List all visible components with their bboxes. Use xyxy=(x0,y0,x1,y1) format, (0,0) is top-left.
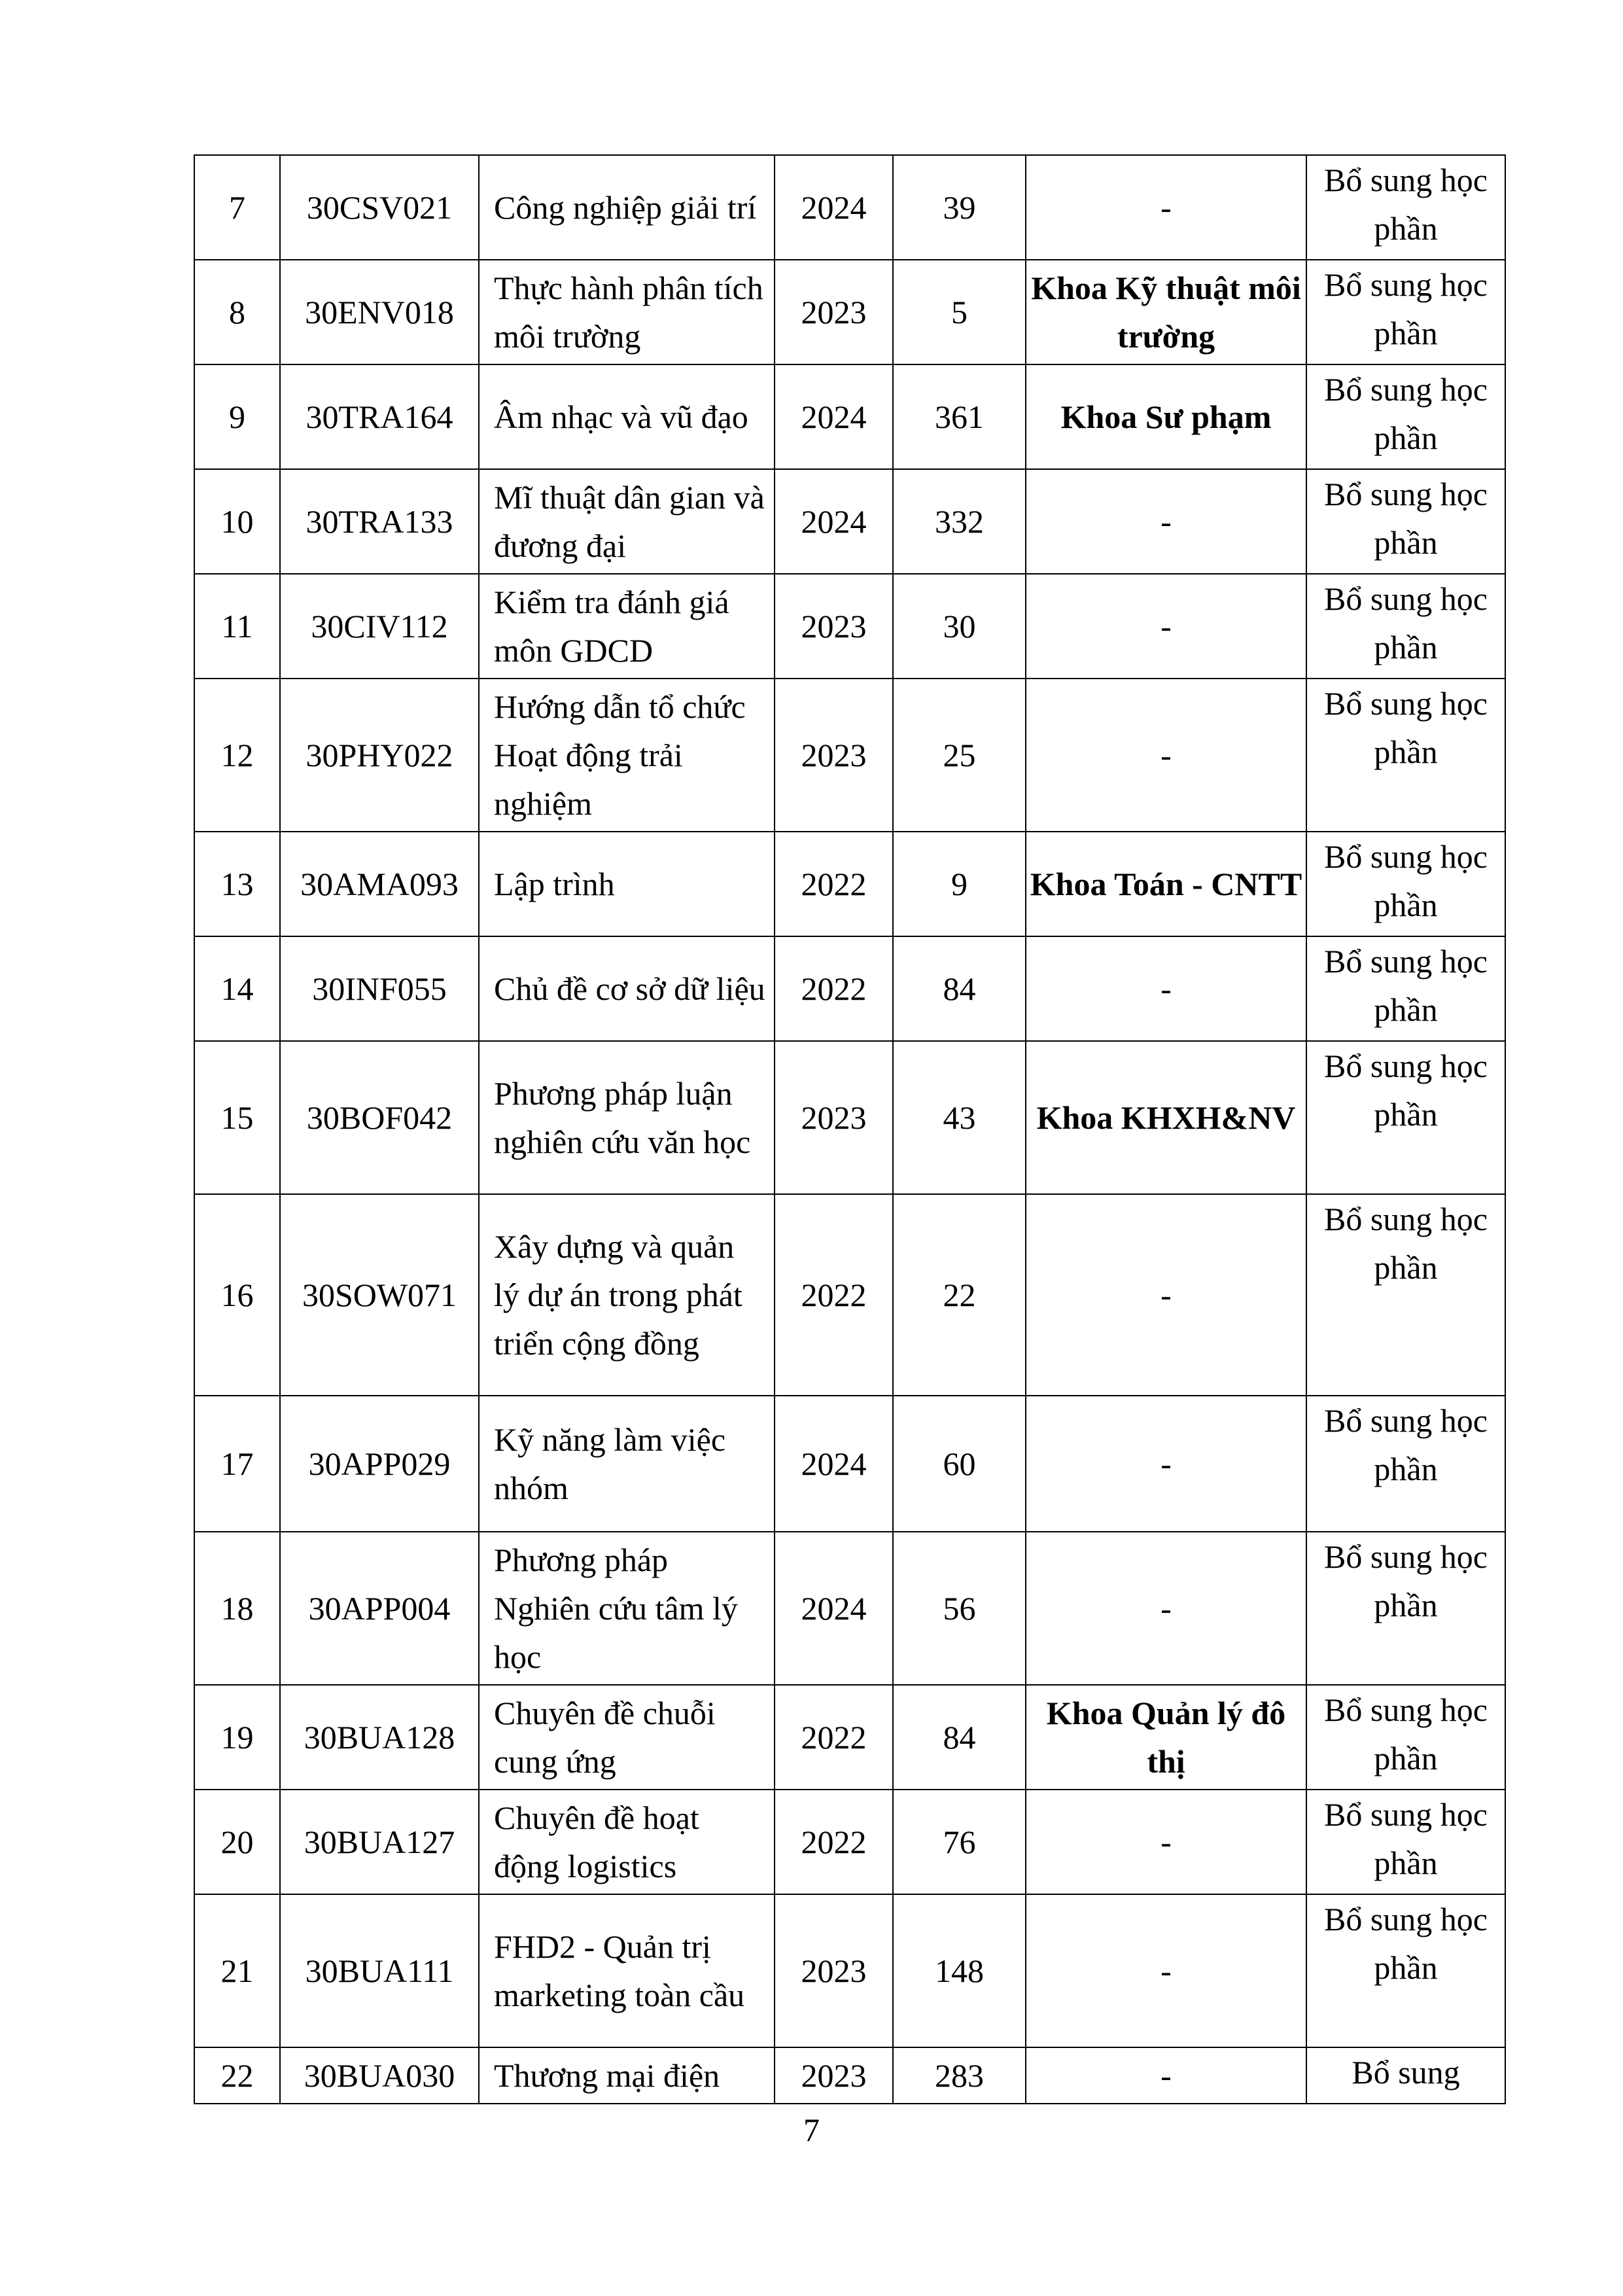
row-code: 30ENV018 xyxy=(280,260,479,364)
row-year: 2023 xyxy=(775,1894,893,2047)
row-note: Bổ sung học phần xyxy=(1306,364,1505,469)
row-count: 30 xyxy=(893,574,1026,679)
row-note: Bổ sung học phần xyxy=(1306,1532,1505,1685)
row-note: Bổ sung học phần xyxy=(1306,155,1505,260)
row-year: 2023 xyxy=(775,679,893,832)
row-course-name: Thực hành phân tích môi trường xyxy=(479,260,775,364)
row-note: Bổ sung xyxy=(1306,2047,1505,2104)
row-course-name: Phương pháp Nghiên cứu tâm lý học xyxy=(479,1532,775,1685)
row-dept: Khoa Quản lý đô thị xyxy=(1026,1685,1306,1790)
table-row xyxy=(194,1194,1505,1396)
row-note: Bổ sung học phần xyxy=(1306,1041,1505,1194)
table-row xyxy=(194,1790,1505,1894)
row-year: 2022 xyxy=(775,1685,893,1790)
row-course-name: Chủ đề cơ sở dữ liệu xyxy=(479,936,775,1041)
row-stt: 18 xyxy=(194,1532,280,1685)
row-stt: 22 xyxy=(194,2047,280,2104)
row-stt: 13 xyxy=(194,832,280,936)
row-stt: 12 xyxy=(194,679,280,832)
row-course-name: Xây dựng và quản lý dự án trong phát triển cộng đồng xyxy=(479,1194,775,1396)
row-note: Bổ sung học phần xyxy=(1306,936,1505,1041)
row-note: Bổ sung học phần xyxy=(1306,1194,1505,1396)
table-row xyxy=(194,1685,1505,1790)
row-stt: 9 xyxy=(194,364,280,469)
row-count: 22 xyxy=(893,1194,1026,1396)
row-stt: 7 xyxy=(194,155,280,260)
row-course-name: Thương mại điện xyxy=(479,2047,775,2104)
row-stt: 14 xyxy=(194,936,280,1041)
row-count: 56 xyxy=(893,1532,1026,1685)
row-code: 30PHY022 xyxy=(280,679,479,832)
courses-table xyxy=(194,154,1506,2104)
row-stt: 8 xyxy=(194,260,280,364)
row-code: 30APP004 xyxy=(280,1532,479,1685)
row-stt: 15 xyxy=(194,1041,280,1194)
row-course-name: Công nghiệp giải trí xyxy=(479,155,775,260)
row-count: 84 xyxy=(893,936,1026,1041)
row-year: 2023 xyxy=(775,2047,893,2104)
row-course-name: Chuyên đề hoạt động logistics xyxy=(479,1790,775,1894)
row-count: 39 xyxy=(893,155,1026,260)
row-year: 2024 xyxy=(775,1396,893,1532)
row-count: 84 xyxy=(893,1685,1026,1790)
row-stt: 10 xyxy=(194,469,280,574)
row-stt: 16 xyxy=(194,1194,280,1396)
row-note: Bổ sung học phần xyxy=(1306,1894,1505,2047)
row-stt: 20 xyxy=(194,1790,280,1894)
table-row xyxy=(194,469,1505,574)
table-row xyxy=(194,1041,1505,1194)
row-code: 30CSV021 xyxy=(280,155,479,260)
row-code: 30BUA128 xyxy=(280,1685,479,1790)
row-code: 30SOW071 xyxy=(280,1194,479,1396)
row-code: 30TRA164 xyxy=(280,364,479,469)
table-row xyxy=(194,1894,1505,2047)
row-code: 30BUA127 xyxy=(280,1790,479,1894)
row-note: Bổ sung học phần xyxy=(1306,1396,1505,1532)
row-year: 2022 xyxy=(775,832,893,936)
table-row xyxy=(194,574,1505,679)
row-course-name: Lập trình xyxy=(479,832,775,936)
row-course-name: Kiểm tra đánh giá môn GDCD xyxy=(479,574,775,679)
row-count: 361 xyxy=(893,364,1026,469)
row-year: 2022 xyxy=(775,936,893,1041)
row-year: 2024 xyxy=(775,1532,893,1685)
row-dept: Khoa Toán - CNTT xyxy=(1026,832,1306,936)
row-stt: 21 xyxy=(194,1894,280,2047)
row-year: 2024 xyxy=(775,364,893,469)
row-course-name: Mĩ thuật dân gian và đương đại xyxy=(479,469,775,574)
row-note: Bổ sung học phần xyxy=(1306,574,1505,679)
table-row xyxy=(194,2047,1505,2104)
row-note: Bổ sung học phần xyxy=(1306,260,1505,364)
row-year: 2022 xyxy=(775,1194,893,1396)
table-row xyxy=(194,155,1505,260)
row-year: 2023 xyxy=(775,574,893,679)
row-course-name: Âm nhạc và vũ đạo xyxy=(479,364,775,469)
row-note: Bổ sung học phần xyxy=(1306,1685,1505,1790)
row-count: 5 xyxy=(893,260,1026,364)
row-count: 148 xyxy=(893,1894,1026,2047)
row-dept: - xyxy=(1026,936,1306,1041)
row-dept: Khoa KHXH&NV xyxy=(1026,1041,1306,1194)
row-stt: 17 xyxy=(194,1396,280,1532)
row-count: 60 xyxy=(893,1396,1026,1532)
row-code: 30AMA093 xyxy=(280,832,479,936)
row-dept: Khoa Kỹ thuật môi trường xyxy=(1026,260,1306,364)
row-dept: - xyxy=(1026,1532,1306,1685)
row-count: 76 xyxy=(893,1790,1026,1894)
table-row xyxy=(194,1396,1505,1532)
row-course-name: Kỹ năng làm việc nhóm xyxy=(479,1396,775,1532)
row-note: Bổ sung học phần xyxy=(1306,1790,1505,1894)
row-dept: - xyxy=(1026,679,1306,832)
row-dept: - xyxy=(1026,1790,1306,1894)
table-row xyxy=(194,679,1505,832)
row-course-name: Phương pháp luận nghiên cứu văn học xyxy=(479,1041,775,1194)
row-count: 283 xyxy=(893,2047,1026,2104)
row-count: 43 xyxy=(893,1041,1026,1194)
table-row xyxy=(194,260,1505,364)
table-row xyxy=(194,832,1505,936)
row-code: 30CIV112 xyxy=(280,574,479,679)
row-year: 2024 xyxy=(775,155,893,260)
row-stt: 19 xyxy=(194,1685,280,1790)
page-number: 7 xyxy=(803,2111,820,2148)
row-count: 9 xyxy=(893,832,1026,936)
row-note: Bổ sung học phần xyxy=(1306,832,1505,936)
row-year: 2024 xyxy=(775,469,893,574)
row-count: 332 xyxy=(893,469,1026,574)
row-code: 30APP029 xyxy=(280,1396,479,1532)
table-row xyxy=(194,364,1505,469)
row-note: Bổ sung học phần xyxy=(1306,679,1505,832)
row-course-name: FHD2 - Quản trị marketing toàn cầu xyxy=(479,1894,775,2047)
row-year: 2023 xyxy=(775,1041,893,1194)
row-dept: - xyxy=(1026,155,1306,260)
row-dept: - xyxy=(1026,1396,1306,1532)
table-row xyxy=(194,1532,1505,1685)
row-dept: - xyxy=(1026,574,1306,679)
row-year: 2022 xyxy=(775,1790,893,1894)
row-count: 25 xyxy=(893,679,1026,832)
row-note: Bổ sung học phần xyxy=(1306,469,1505,574)
table-row xyxy=(194,936,1505,1041)
row-code: 30INF055 xyxy=(280,936,479,1041)
row-dept: - xyxy=(1026,469,1306,574)
row-dept: - xyxy=(1026,1194,1306,1396)
row-code: 30BUA030 xyxy=(280,2047,479,2104)
row-code: 30TRA133 xyxy=(280,469,479,574)
row-code: 30BUA111 xyxy=(280,1894,479,2047)
row-course-name: Hướng dẫn tổ chức Hoạt động trải nghiệm xyxy=(479,679,775,832)
row-dept: - xyxy=(1026,1894,1306,2047)
row-dept: Khoa Sư phạm xyxy=(1026,364,1306,469)
row-year: 2023 xyxy=(775,260,893,364)
row-stt: 11 xyxy=(194,574,280,679)
row-dept: - xyxy=(1026,2047,1306,2104)
row-code: 30BOF042 xyxy=(280,1041,479,1194)
row-course-name: Chuyên đề chuỗi cung ứng xyxy=(479,1685,775,1790)
